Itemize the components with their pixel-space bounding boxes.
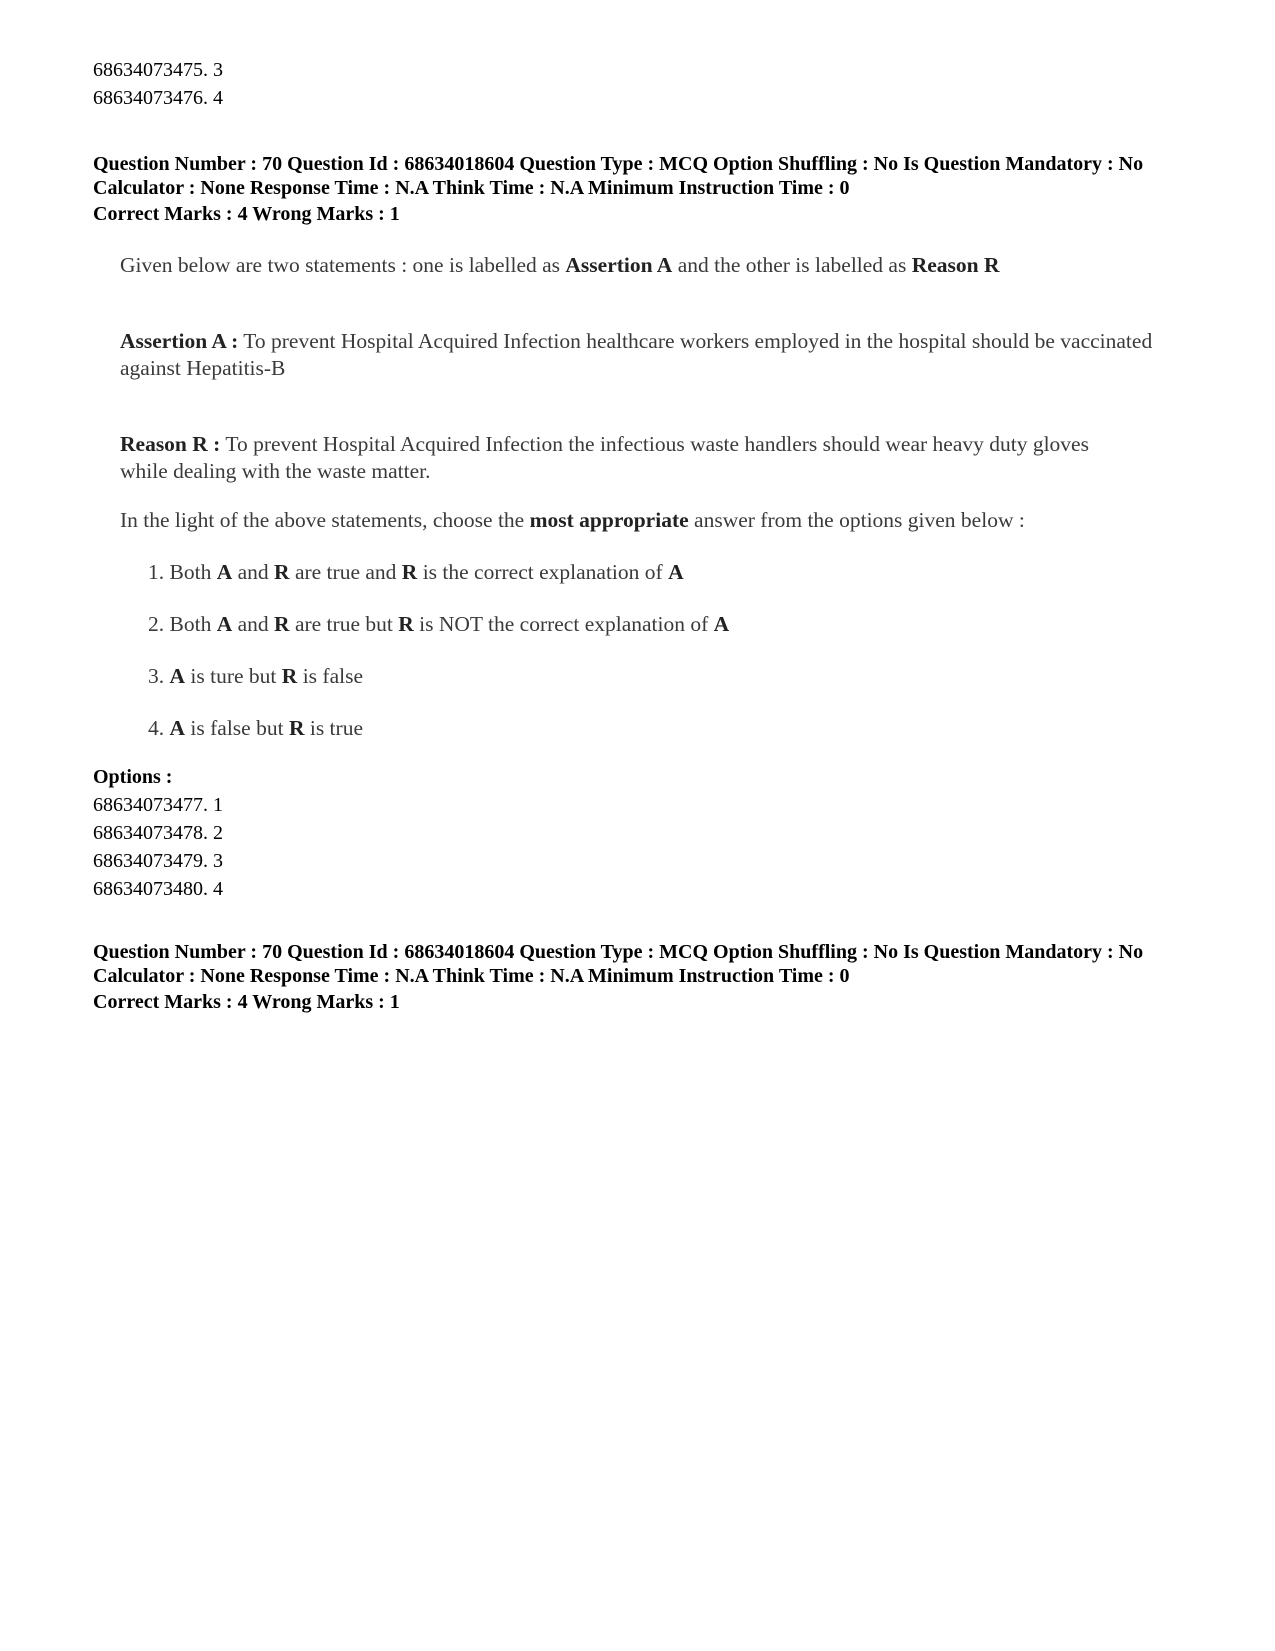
option-1: 68634073477. 1 xyxy=(93,794,223,816)
choice-2: 2. Both A and R are true but R is NOT the correct explanation of A xyxy=(148,612,730,636)
assertion-label: Assertion A : xyxy=(120,329,239,353)
next-question-meta: Question Number : 70 Question Id : 68634018604 Question Type : MCQ Option Shuffling : No Is Question Mandatory : No Calculator : None Response Time : N.A Think Time : N.A Minimum Instruction Time : 0 xyxy=(93,941,1144,987)
choice-1: 1. Both A and R are true and R is the correct explanation of A xyxy=(148,560,684,584)
option-3: 68634073479. 3 xyxy=(93,850,223,872)
reason-label: Reason R : xyxy=(120,432,221,456)
choice-4: 4. A is false but R is true xyxy=(148,716,363,740)
reason-statement: Reason R : To prevent Hospital Acquired Infection the infectious waste handlers should wear heavy duty gloves while dealing with the waste matter. xyxy=(120,432,1089,483)
option-4: 68634073480. 4 xyxy=(93,878,223,900)
question-marks: Correct Marks : 4 Wrong Marks : 1 xyxy=(93,203,400,225)
prev-option-3: 68634073475. 3 xyxy=(93,59,223,81)
instruction-text: In the light of the above statements, choose the most appropriate answer from the options given below : xyxy=(120,508,1025,532)
prev-option-4: 68634073476. 4 xyxy=(93,87,223,109)
question-intro: Given below are two statements : one is labelled as Assertion A and the other is labelled as Reason R xyxy=(120,253,1000,277)
options-label: Options : xyxy=(93,766,173,788)
next-question-marks: Correct Marks : 4 Wrong Marks : 1 xyxy=(93,991,400,1013)
choice-3: 3. A is ture but R is false xyxy=(148,664,363,688)
assertion-statement: Assertion A : To prevent Hospital Acquired Infection healthcare workers employed in the hospital should be vaccinated against Hepatitis-B xyxy=(120,329,1153,380)
option-2: 68634073478. 2 xyxy=(93,822,223,844)
question-meta: Question Number : 70 Question Id : 68634018604 Question Type : MCQ Option Shuffling : No Is Question Mandatory : No Calculator : None Response Time : N.A Think Time : N.A Minimum Instruction Time : 0 xyxy=(93,153,1144,199)
